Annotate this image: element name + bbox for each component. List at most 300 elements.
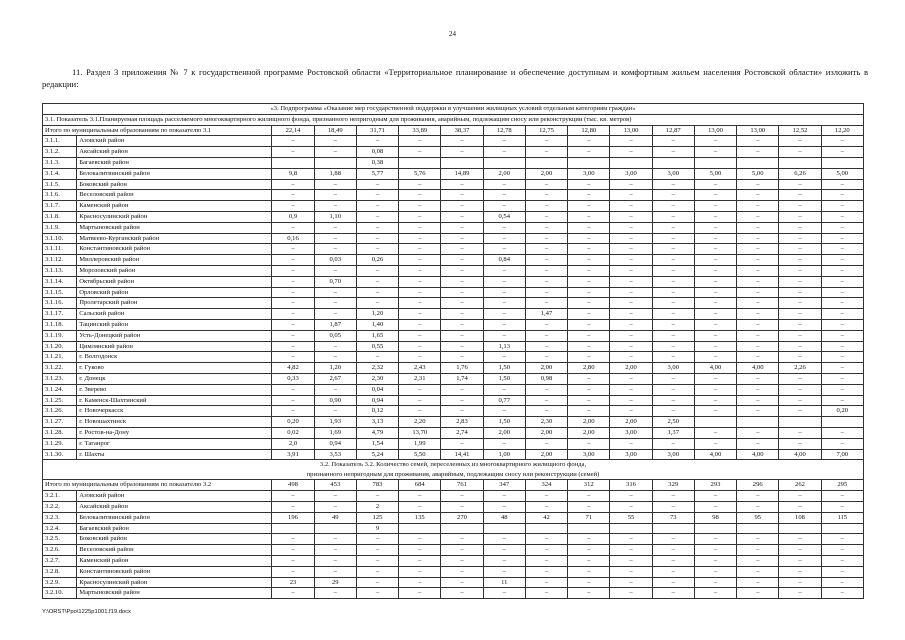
row-value: – (737, 566, 779, 577)
table-row (43, 373, 864, 384)
row-value: 2,00 (525, 427, 567, 438)
row-value: 1,47 (525, 309, 567, 320)
row-value: – (356, 566, 398, 577)
row-value: – (483, 352, 525, 363)
row-value: – (441, 577, 483, 588)
row-name: Октябрьский район (77, 276, 272, 287)
row-value: – (525, 319, 567, 330)
row-value: 0,16 (272, 233, 314, 244)
row-value: 2,83 (441, 417, 483, 428)
row-value: 5,24 (356, 449, 398, 460)
row-value: – (610, 330, 652, 341)
row-name: Матвеево-Курганский район (77, 233, 272, 244)
row-value: – (568, 179, 610, 190)
total-value: 12,75 (525, 125, 567, 136)
row-value: – (399, 255, 441, 266)
row-value: 0,77 (483, 395, 525, 406)
row-value: 29 (314, 577, 356, 588)
row-value: – (737, 384, 779, 395)
row-value: – (652, 545, 694, 556)
row-value: – (483, 534, 525, 545)
row-value: – (737, 588, 779, 599)
row-value: – (694, 491, 736, 502)
row-value: – (525, 352, 567, 363)
row-value: – (483, 309, 525, 320)
table-row (43, 491, 864, 502)
row-value: 2,00 (610, 363, 652, 374)
row-value: 9 (356, 523, 398, 534)
table-row (43, 265, 864, 276)
row-value: – (652, 287, 694, 298)
row-value: – (272, 309, 314, 320)
row-value: – (737, 556, 779, 567)
row-value: – (525, 190, 567, 201)
row-code: 3.1.11. (43, 244, 77, 255)
row-value: – (272, 179, 314, 190)
row-value: 4,00 (694, 363, 736, 374)
row-value: – (272, 244, 314, 255)
row-code: 3.1.20. (43, 341, 77, 352)
row-value: – (694, 341, 736, 352)
row-value: – (399, 406, 441, 417)
row-value: 0,02 (272, 427, 314, 438)
row-code: 3.2.2. (43, 502, 77, 513)
row-value: – (779, 190, 821, 201)
row-value: – (610, 577, 652, 588)
subprogram-title-row-cell: «3. Подпрограмма «Оказание мер государственной поддержки в улучшении жилищных условий отдельным категориям граждан» (43, 104, 864, 115)
row-value: 3,00 (610, 427, 652, 438)
row-value: – (399, 287, 441, 298)
row-value: – (356, 179, 398, 190)
row-value: – (737, 298, 779, 309)
row-value (610, 157, 652, 168)
row-value: – (737, 373, 779, 384)
row-name: Мартыновский район (77, 222, 272, 233)
row-value: – (272, 201, 314, 212)
row-code: 3.1.23. (43, 373, 77, 384)
row-value: – (399, 233, 441, 244)
row-value: – (568, 265, 610, 276)
row-value: – (314, 341, 356, 352)
row-value: 5,00 (737, 168, 779, 179)
row-value (694, 523, 736, 534)
row-value: – (737, 341, 779, 352)
row-value: – (779, 211, 821, 222)
row-value: – (399, 352, 441, 363)
row-value: – (525, 222, 567, 233)
row-value: 0,12 (356, 406, 398, 417)
row-value: 1,20 (356, 309, 398, 320)
row-value (483, 157, 525, 168)
row-value: 0,54 (483, 211, 525, 222)
row-value: 5,50 (399, 449, 441, 460)
row-value: – (441, 244, 483, 255)
row-value: 1,87 (314, 319, 356, 330)
row-value: – (737, 190, 779, 201)
row-value: – (483, 545, 525, 556)
row-value: 1,37 (652, 427, 694, 438)
row-value: 5,00 (821, 168, 863, 179)
row-value: – (483, 566, 525, 577)
row-value: 2,50 (652, 417, 694, 428)
row-code: 3.1.12. (43, 255, 77, 266)
total-row (43, 480, 864, 491)
row-value: – (272, 352, 314, 363)
row-value: – (272, 190, 314, 201)
row-value: – (694, 222, 736, 233)
row-value: 0,70 (314, 276, 356, 287)
row-value: 1,93 (314, 417, 356, 428)
row-value: – (441, 136, 483, 147)
row-value: – (737, 201, 779, 212)
row-value: – (779, 244, 821, 255)
row-name: Белокалитвинский район (77, 512, 272, 523)
row-value: – (737, 265, 779, 276)
row-value: – (568, 233, 610, 244)
row-name: Красносулинский район (77, 211, 272, 222)
table-row (43, 309, 864, 320)
row-value: – (441, 406, 483, 417)
row-value: – (779, 577, 821, 588)
total-value: 684 (399, 480, 441, 491)
row-code: 3.2.9. (43, 577, 77, 588)
row-value (737, 417, 779, 428)
row-value: – (694, 534, 736, 545)
row-value: – (272, 255, 314, 266)
row-value: – (610, 233, 652, 244)
row-value: – (525, 179, 567, 190)
row-value: – (441, 352, 483, 363)
row-value: – (568, 545, 610, 556)
row-value: 4,00 (737, 363, 779, 374)
row-value: – (568, 395, 610, 406)
row-value: – (568, 136, 610, 147)
row-code: 3.1.8. (43, 211, 77, 222)
row-value: – (652, 577, 694, 588)
table-row (43, 276, 864, 287)
row-value: 9,8 (272, 168, 314, 179)
row-name: Белокалитвинский район (77, 168, 272, 179)
row-value: – (779, 502, 821, 513)
row-value: – (821, 147, 863, 158)
row-value: – (610, 287, 652, 298)
row-name: г. Донецк (77, 373, 272, 384)
row-value: – (737, 179, 779, 190)
row-value: – (610, 406, 652, 417)
row-value: – (314, 222, 356, 233)
row-value: 2,31 (399, 373, 441, 384)
row-value: – (356, 534, 398, 545)
row-value: – (779, 309, 821, 320)
row-value: – (483, 298, 525, 309)
row-value: – (525, 384, 567, 395)
table-row (43, 179, 864, 190)
row-value: – (652, 330, 694, 341)
row-value: – (694, 147, 736, 158)
row-value: 3,00 (568, 168, 610, 179)
row-value: – (779, 222, 821, 233)
row-name: г. Волгодонск (77, 352, 272, 363)
row-value: – (737, 534, 779, 545)
row-value (314, 523, 356, 534)
row-code: 3.1.10. (43, 233, 77, 244)
row-value: – (272, 287, 314, 298)
row-value: 2,00 (525, 363, 567, 374)
row-value: – (525, 545, 567, 556)
row-value: – (525, 556, 567, 567)
row-value: – (568, 373, 610, 384)
row-value: 270 (441, 512, 483, 523)
row-value: – (356, 222, 398, 233)
row-code: 3.1.13. (43, 265, 77, 276)
row-code: 3.2.7. (43, 556, 77, 567)
row-value: – (610, 147, 652, 158)
row-value: – (272, 147, 314, 158)
row-value: – (441, 341, 483, 352)
row-value: – (483, 136, 525, 147)
row-value (779, 523, 821, 534)
row-value: – (652, 588, 694, 599)
row-value: 0,08 (356, 147, 398, 158)
row-value: – (399, 244, 441, 255)
row-value: – (441, 395, 483, 406)
row-value: – (525, 265, 567, 276)
row-value: 2,00 (568, 427, 610, 438)
row-name: Боковский район (77, 534, 272, 545)
row-value: – (821, 265, 863, 276)
row-value: – (399, 545, 441, 556)
row-value: 5,00 (694, 168, 736, 179)
row-value: 7,00 (821, 449, 863, 460)
table-row (43, 136, 864, 147)
row-value: – (399, 211, 441, 222)
row-value: – (568, 255, 610, 266)
row-value: – (694, 276, 736, 287)
row-value: – (652, 265, 694, 276)
row-value: – (441, 566, 483, 577)
row-value: – (483, 276, 525, 287)
footer-file-path: Y:\ORST\Ppo\1225p1001.f19.docx (42, 609, 131, 615)
row-value: – (314, 309, 356, 320)
row-code: 3.1.30. (43, 449, 77, 460)
row-value: – (525, 395, 567, 406)
row-value: – (441, 233, 483, 244)
row-code: 3.1.3. (43, 157, 77, 168)
row-value: – (314, 491, 356, 502)
row-value: 1,50 (483, 373, 525, 384)
row-value: – (568, 502, 610, 513)
row-name: г. Новошахтинск (77, 417, 272, 428)
row-value: – (483, 201, 525, 212)
row-value: – (821, 244, 863, 255)
row-value: 3,13 (356, 417, 398, 428)
row-value (779, 157, 821, 168)
row-value: – (652, 395, 694, 406)
row-code: 3.1.18. (43, 319, 77, 330)
row-value (652, 157, 694, 168)
row-value: – (779, 319, 821, 330)
row-value: 0,94 (314, 438, 356, 449)
row-value: – (356, 265, 398, 276)
row-value: 0,04 (356, 384, 398, 395)
row-code: 3.2.10. (43, 588, 77, 599)
row-value: 0,55 (356, 341, 398, 352)
row-value: – (737, 255, 779, 266)
row-value: 1,74 (441, 373, 483, 384)
row-value: – (314, 384, 356, 395)
row-value: 115 (821, 512, 863, 523)
row-value: – (399, 136, 441, 147)
table-row (43, 330, 864, 341)
row-code: 3.1.19. (43, 330, 77, 341)
row-value: – (525, 255, 567, 266)
row-value: 1,10 (314, 211, 356, 222)
row-value: 0,9 (272, 211, 314, 222)
row-value: – (441, 222, 483, 233)
row-value: – (525, 244, 567, 255)
row-value: – (525, 438, 567, 449)
indicator1-title-row (43, 114, 864, 125)
row-value: – (779, 352, 821, 363)
row-code: 3.1.9. (43, 222, 77, 233)
row-value: – (694, 395, 736, 406)
row-code: 3.1.7. (43, 201, 77, 212)
row-value (525, 157, 567, 168)
row-value: – (610, 211, 652, 222)
row-value: – (779, 534, 821, 545)
row-value: – (314, 352, 356, 363)
row-value: – (610, 190, 652, 201)
row-value: 14,89 (441, 168, 483, 179)
row-value: – (737, 545, 779, 556)
row-value: – (694, 545, 736, 556)
row-name: г. Шахты (77, 449, 272, 460)
row-value: – (568, 309, 610, 320)
total-value: 12,52 (779, 125, 821, 136)
row-value: – (821, 319, 863, 330)
row-value: – (610, 179, 652, 190)
row-value: – (821, 352, 863, 363)
row-value: – (694, 406, 736, 417)
row-value: – (272, 276, 314, 287)
row-value: 14,41 (441, 449, 483, 460)
row-value: 1,99 (399, 438, 441, 449)
row-value: – (441, 438, 483, 449)
row-value (610, 523, 652, 534)
total-value: 498 (272, 480, 314, 491)
row-value: – (610, 136, 652, 147)
row-code: 3.2.1. (43, 491, 77, 502)
row-value: 2,43 (399, 363, 441, 374)
row-value: – (483, 438, 525, 449)
row-value (821, 523, 863, 534)
total-value: 13,00 (610, 125, 652, 136)
row-value: – (694, 556, 736, 567)
row-value: – (779, 556, 821, 567)
row-name: Веселовский район (77, 190, 272, 201)
row-value: – (694, 319, 736, 330)
indicator2-title-row (43, 460, 864, 480)
row-value: – (314, 287, 356, 298)
row-value: – (610, 588, 652, 599)
row-value: – (441, 190, 483, 201)
page-number: 24 (449, 30, 456, 38)
row-value: – (568, 588, 610, 599)
row-value: 1,76 (441, 363, 483, 374)
row-value: – (610, 276, 652, 287)
row-value: 4,00 (779, 449, 821, 460)
row-value: – (779, 545, 821, 556)
row-value: 196 (272, 512, 314, 523)
total-row (43, 125, 864, 136)
row-value: – (779, 491, 821, 502)
row-value: – (779, 233, 821, 244)
row-value: – (272, 406, 314, 417)
row-value: – (314, 298, 356, 309)
row-value: – (694, 255, 736, 266)
row-value: – (356, 577, 398, 588)
row-code: 3.1.24. (43, 384, 77, 395)
row-value: 5,77 (356, 168, 398, 179)
row-code: 3.2.5. (43, 534, 77, 545)
row-value: – (821, 373, 863, 384)
row-value: 2,26 (779, 363, 821, 374)
row-value: – (694, 244, 736, 255)
row-name: Каменский район (77, 556, 272, 567)
row-value: – (652, 233, 694, 244)
row-value: – (779, 287, 821, 298)
row-value: – (610, 309, 652, 320)
row-value: – (272, 491, 314, 502)
row-value: – (779, 438, 821, 449)
row-value: – (610, 222, 652, 233)
row-value: 3,00 (652, 168, 694, 179)
row-value: – (779, 395, 821, 406)
row-value: – (737, 395, 779, 406)
row-name: Константиновский район (77, 566, 272, 577)
row-value: – (821, 438, 863, 449)
table-row (43, 534, 864, 545)
row-value: – (356, 201, 398, 212)
row-value: – (737, 491, 779, 502)
row-value: – (652, 222, 694, 233)
row-value: – (652, 319, 694, 330)
row-value: – (272, 502, 314, 513)
row-value (779, 417, 821, 428)
row-value (272, 157, 314, 168)
row-value: – (737, 136, 779, 147)
row-value: – (399, 556, 441, 567)
row-code: 3.1.2. (43, 147, 77, 158)
row-value: – (821, 309, 863, 320)
row-value: – (525, 588, 567, 599)
row-code: 3.1.21. (43, 352, 77, 363)
row-value: – (779, 179, 821, 190)
row-value: – (272, 136, 314, 147)
row-value: 125 (356, 512, 398, 523)
row-value: – (314, 545, 356, 556)
row-value: – (399, 222, 441, 233)
row-value: – (568, 298, 610, 309)
row-value: – (399, 566, 441, 577)
row-value: 2 (356, 502, 398, 513)
row-value: – (399, 265, 441, 276)
row-value: – (525, 577, 567, 588)
row-value: 2,0 (272, 438, 314, 449)
row-value: – (821, 363, 863, 374)
row-name: Каменский район (77, 201, 272, 212)
row-value: – (694, 502, 736, 513)
